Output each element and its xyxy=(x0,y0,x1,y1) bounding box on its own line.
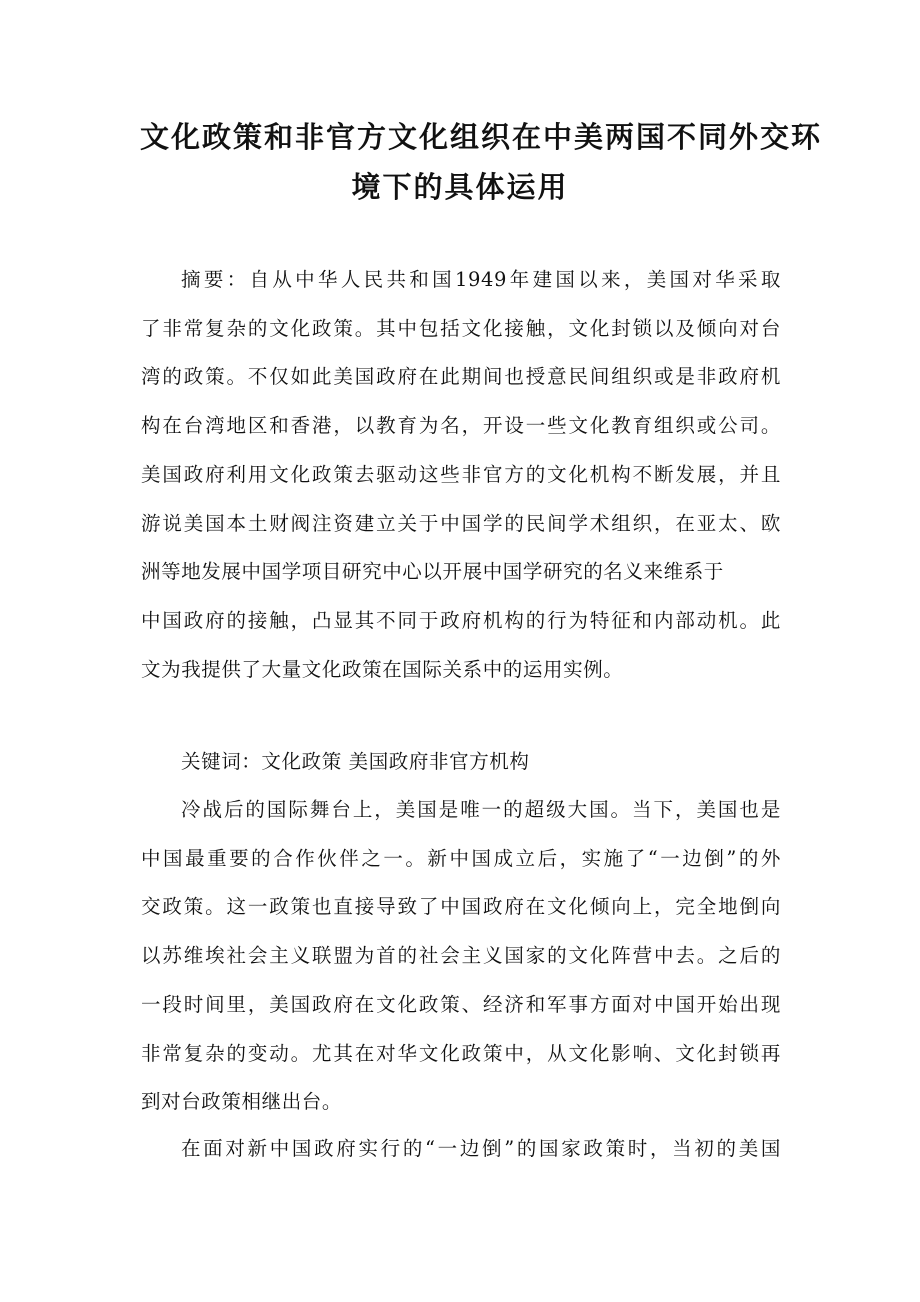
intro-line: 中国最重要的合作伙伴之一。新中国成立后，实施了“一边倒”的外 xyxy=(141,846,781,870)
abstract-line: 构在台湾地区和香港，以教育为名，开设一些文化教育组织或公司。 xyxy=(141,414,781,438)
abstract-line: 摘要：自从中华人民共和国1949年建国以来，美国对华采取 xyxy=(181,268,781,291)
paragraph-line: 在面对新中国政府实行的“一边倒”的国家政策时，当初的美国 xyxy=(181,1137,781,1160)
abstract-line: 文为我提供了大量文化政策在国际关系中的运用实例。 xyxy=(141,657,624,681)
abstract-line: 游说美国本土财阀注资建立关于中国学的民间学术组织，在亚太、欧 xyxy=(141,511,781,535)
title-line: 文化政策和非官方文化组织在中美两国不同外交环 xyxy=(140,120,823,154)
intro-paragraph xyxy=(141,786,781,1127)
intro-line: 以苏维埃社会主义联盟为首的社会主义国家的文化阵营中去。之后的 xyxy=(141,944,781,968)
keywords-paragraph xyxy=(141,738,781,787)
abstract-line: 美国政府利用文化政策去驱动这些非官方的文化机构不断发展，并且 xyxy=(141,462,781,486)
intro-line: 到对台政策相继出台。 xyxy=(141,1090,343,1114)
intro-line: 一段时间里，美国政府在文化政策、经济和军事方面对中国开始出现 xyxy=(141,992,781,1016)
second-paragraph xyxy=(141,1125,781,1174)
keywords-line: 关键词：文化政策 美国政府非官方机构 xyxy=(181,750,530,773)
document-title xyxy=(140,112,823,212)
intro-line: 冷战后的国际舞台上，美国是唯一的超级大国。当下，美国也是 xyxy=(181,798,781,821)
title-line: 境下的具体运用 xyxy=(351,170,569,204)
abstract-line: 了非常复杂的文化政策。其中包括文化接触，文化封锁以及倾向对台 xyxy=(141,316,781,340)
abstract-line: 中国政府的接触，凸显其不同于政府机构的行为特征和内部动机。此 xyxy=(141,608,781,632)
abstract-line: 湾的政策。不仅如此美国政府在此期间也授意民间组织或是非政府机 xyxy=(141,365,781,389)
abstract-paragraph xyxy=(141,256,781,694)
abstract-line: 洲等地发展中国学项目研究中心以开展中国学研究的名义来维系于 xyxy=(141,560,724,584)
intro-line: 非常复杂的变动。尤其在对华文化政策中，从文化影响、文化封锁再 xyxy=(141,1041,781,1065)
intro-line: 交政策。这一政策也直接导致了中国政府在文化倾向上，完全地倒向 xyxy=(141,895,781,919)
